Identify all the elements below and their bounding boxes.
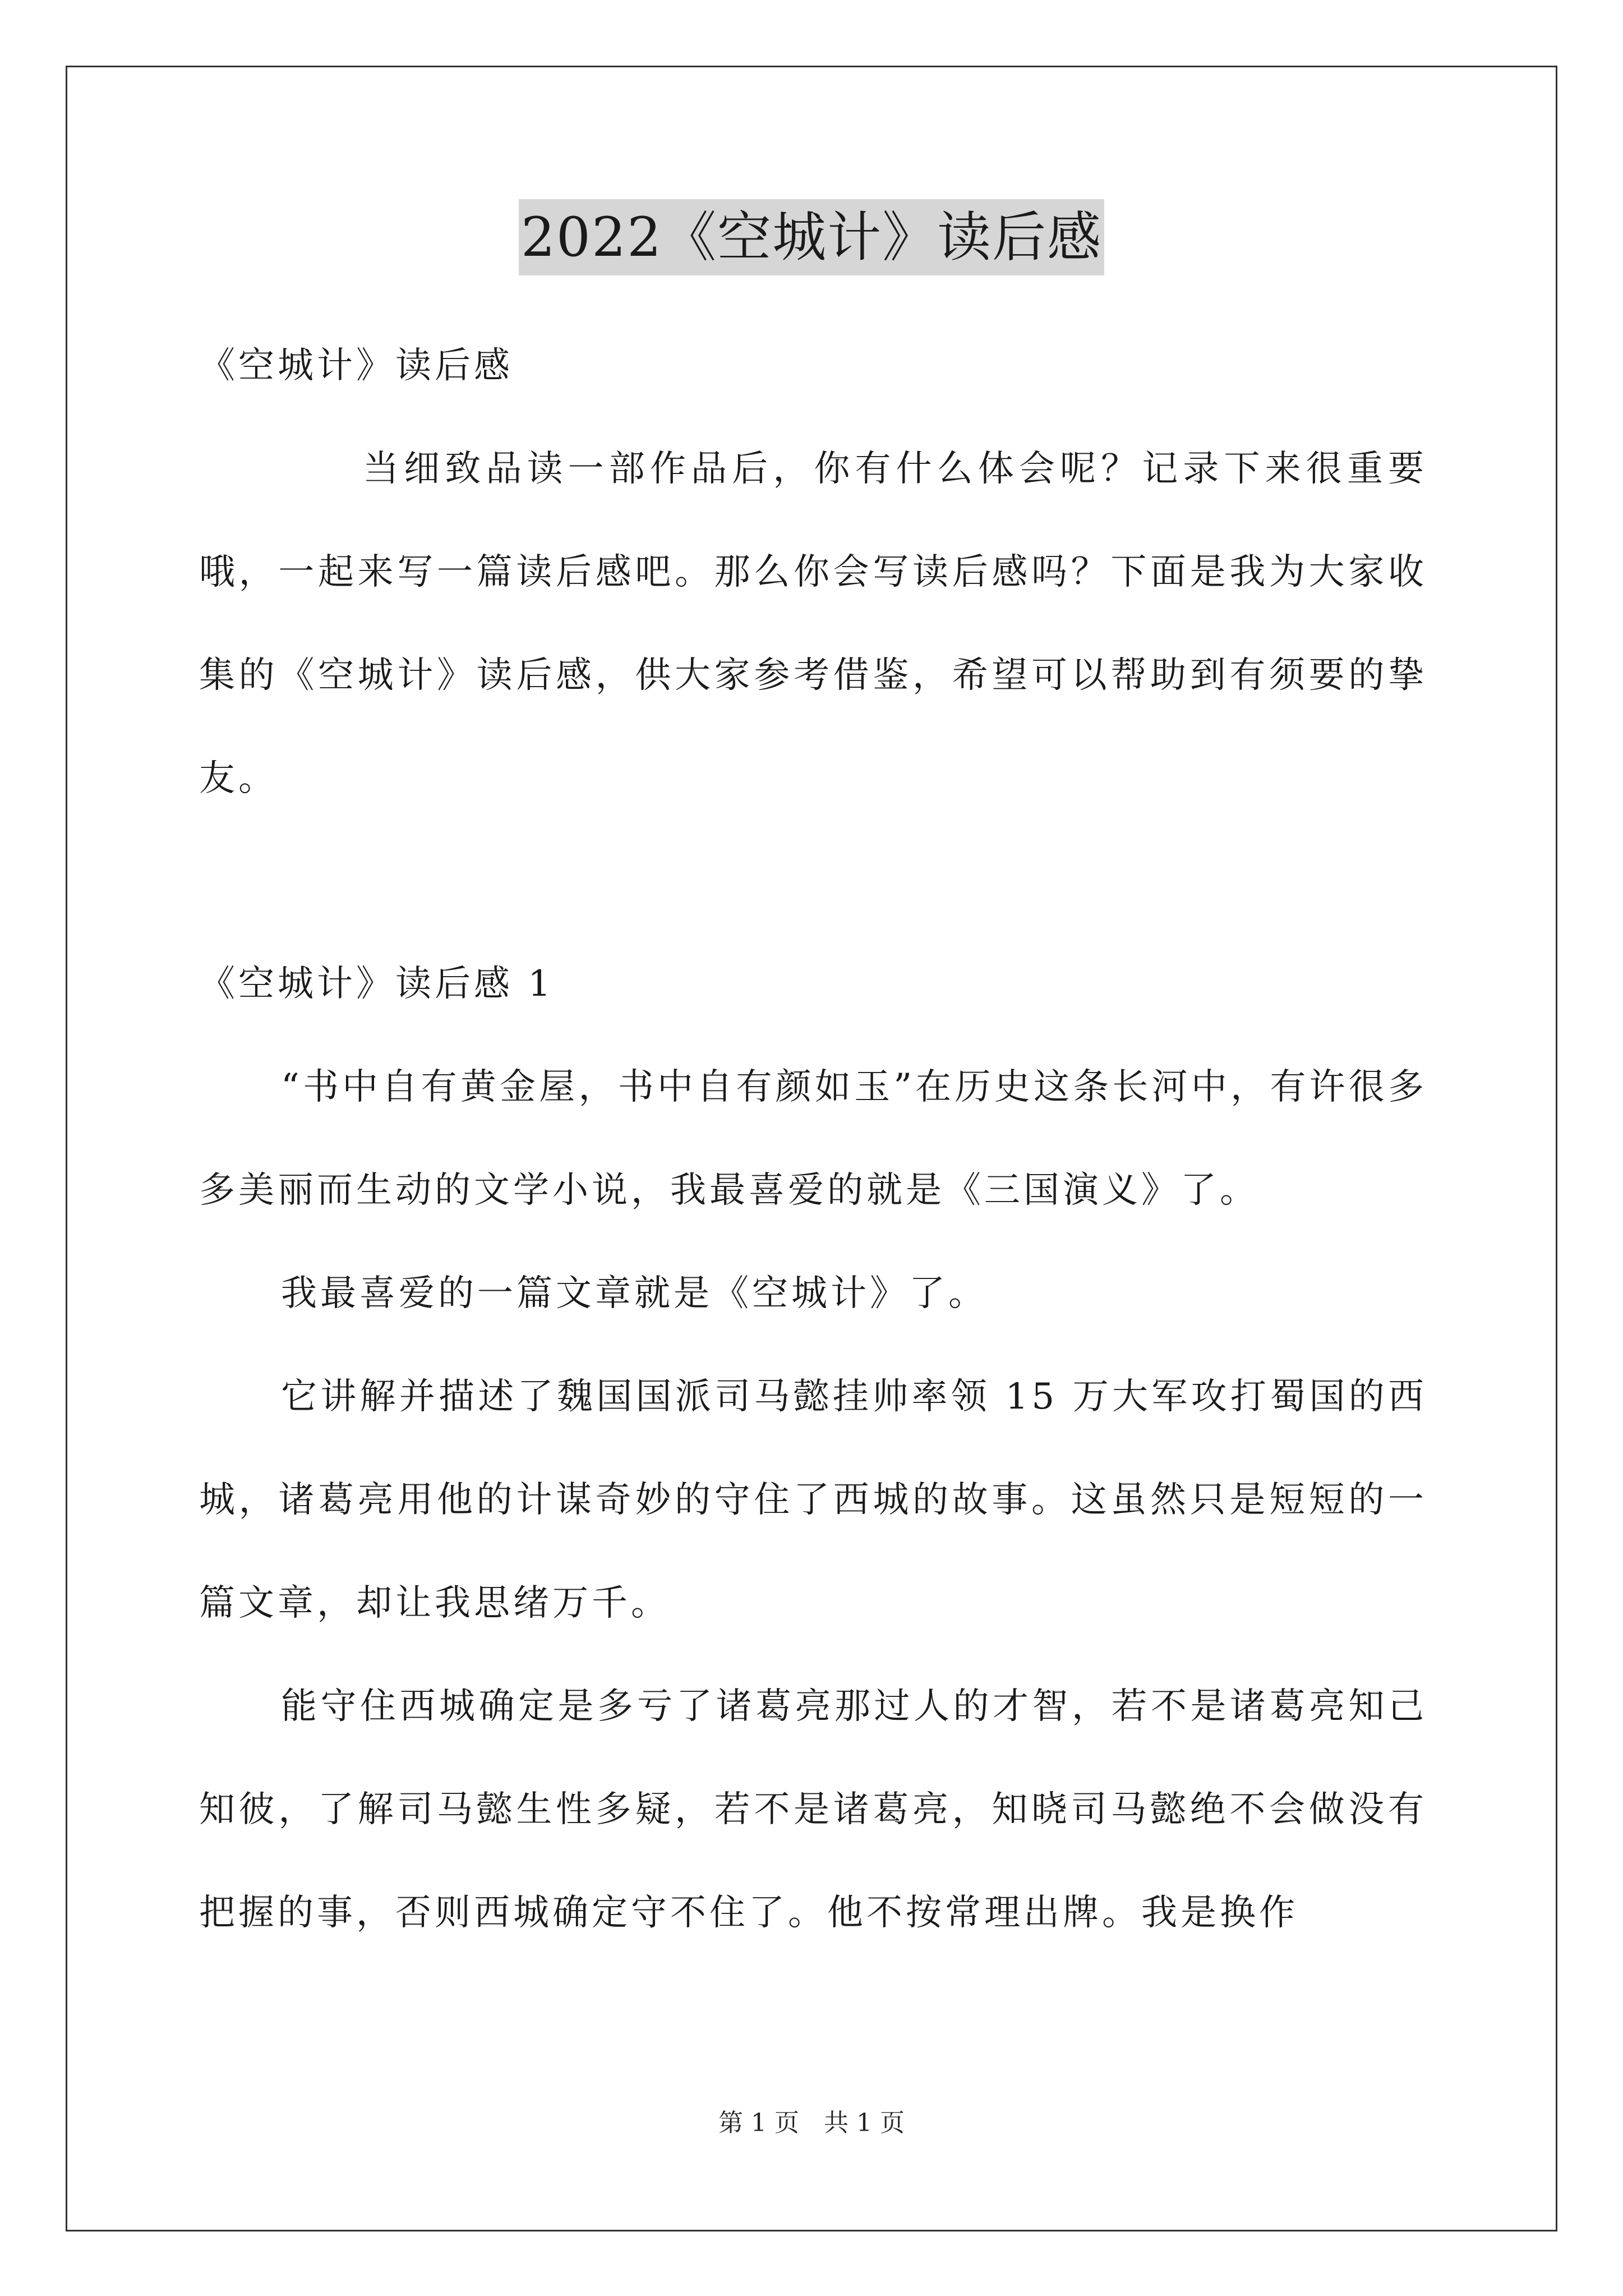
title-container (0, 199, 1623, 275)
section-spacer (199, 830, 1427, 932)
section-heading-1: 《空城计》读后感 1 (199, 963, 555, 1005)
page-footer (0, 2106, 1623, 2140)
page-number: 第 1 页 共 1 页 (718, 2109, 905, 2137)
section-heading: 《空城计》读后感 (199, 345, 513, 386)
body-paragraph: 我最喜爱的一篇文章就是《空城计》了。 (281, 1273, 988, 1314)
body-paragraph: “书中自有黄金屋，书中自有颜如玉”在历史这条长河中，有许很多多美丽而生动的文学小说，我最喜爱的就是《三国演义》了。 (199, 1066, 1427, 1211)
body-paragraph: 它讲解并描述了魏国国派司马懿挂帅率领 15 万大军攻打蜀国的西城，诸葛亮用他的计谋奇妙的守住了西城的故事。这虽然只是短短的一篇文章，却让我思绪万千。 (199, 1376, 1427, 1624)
document-title: 2022《空城计》读后感 (519, 199, 1104, 275)
body-paragraph: 能守住西城确定是多亏了诸葛亮那过人的才智，若不是诸葛亮知己知彼，了解司马懿生性多疑，若不是诸葛亮，知晓司马懿绝不会做没有把握的事，否则西城确定守不住了。他不按常理出牌。我是换作 (199, 1686, 1427, 1934)
intro-paragraph: 当细致品读一部作品后，你有什么体会呢？记录下来很重要哦，一起来写一篇读后感吧。那么你会写读后感吗？下面是我为大家收集的《空城计》读后感，供大家参考借鉴，希望可以帮助到有须要的挚友。 (199, 448, 1427, 799)
document-body (199, 314, 1427, 1964)
